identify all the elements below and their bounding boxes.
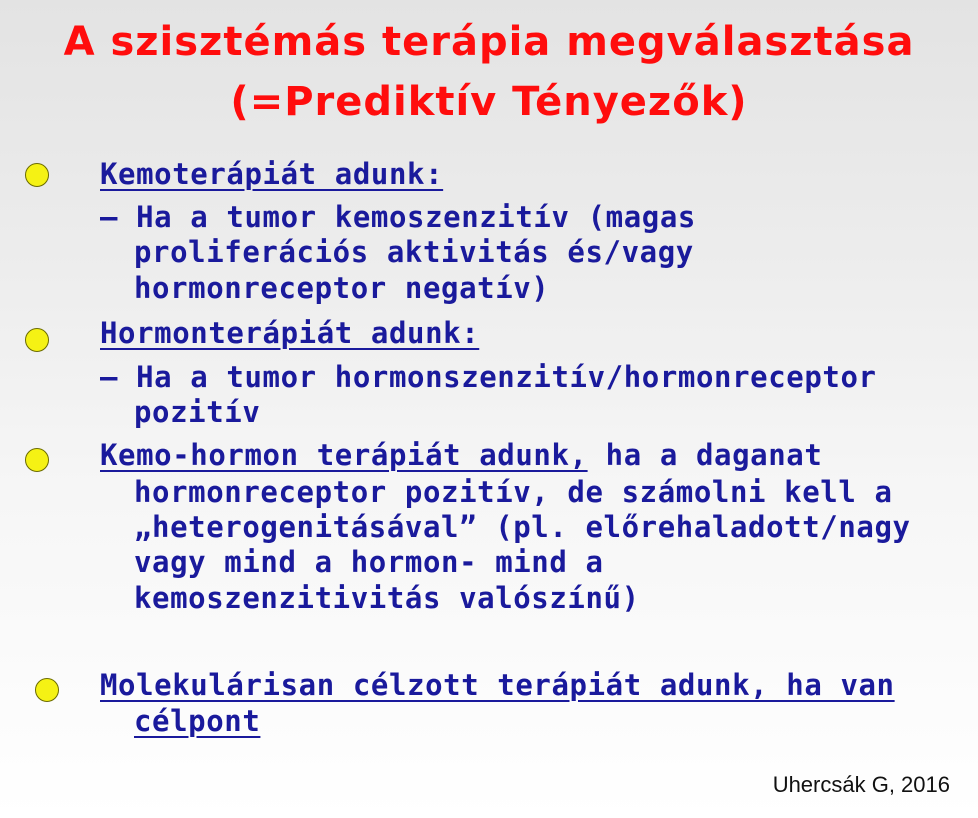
item-1-sub-3: hormonreceptor negatív): [134, 271, 550, 305]
item-3-heading-line: [100, 437, 822, 473]
item-2-heading: Hormonterápiát adunk:: [100, 316, 480, 350]
bullet-icon: [25, 163, 49, 187]
item-3-heading: Kemo-hormon terápiát adunk,: [100, 438, 588, 472]
item-3-sub-2: „heterogenitásával” (pl. előrehaladott/nagy: [134, 510, 911, 544]
item-3-heading-rest: ha a daganat: [587, 438, 823, 472]
bullet-icon: [25, 448, 49, 472]
item-1-sub-2: proliferációs aktivitás és/vagy: [134, 235, 694, 269]
credit-text: Uhercsák G, 2016: [772, 772, 950, 797]
item-4-heading: Molekulárisan célzott terápiát adunk, ha van: [100, 668, 895, 702]
item-2-sub-2: pozitív: [134, 395, 261, 429]
item-3-sub-1: hormonreceptor pozitív, de számolni kell a: [134, 475, 893, 509]
bullet-icon: [25, 328, 49, 352]
item-4-sub-1: célpont: [134, 704, 261, 738]
item-1-heading: Kemoterápiát adunk:: [100, 157, 444, 191]
slide-title-line-2: (=Prediktív Tényezők): [230, 79, 748, 125]
item-3-sub-4: kemoszenzitivitás valószínű): [134, 581, 640, 615]
bullet-icon: [35, 678, 59, 702]
item-1-sub-1: – Ha a tumor kemoszenzitív (magas: [100, 200, 696, 234]
item-3-sub-3: vagy mind a hormon- mind a: [134, 545, 604, 579]
slide-title-line-1: A szisztémás terápia megválasztása: [63, 19, 915, 65]
item-2-sub-1: – Ha a tumor hormonszenzitív/hormonreceptor: [100, 360, 877, 394]
